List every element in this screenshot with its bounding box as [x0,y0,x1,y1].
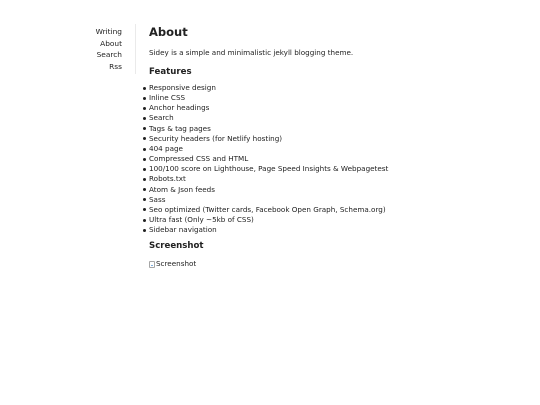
feature-item: Inline CSS [149,93,529,103]
feature-item: Search [149,113,529,123]
sidebar-nav [60,26,122,72]
feature-item: Robots.txt [149,174,529,184]
page-title: About [149,25,188,39]
feature-item: Compressed CSS and HTML [149,154,529,164]
main-content [149,22,529,269]
feature-item: Security headers (for Netlify hosting) [149,134,529,144]
feature-item: Responsive design [149,83,529,93]
features-list [149,83,529,235]
features-heading: Features [149,67,192,77]
screenshot-image [149,259,529,269]
nav-link-rss[interactable]: Rss [109,61,122,71]
feature-item: 404 page [149,144,529,154]
sidebar-divider [135,24,136,74]
nav-link-about[interactable]: About [100,38,122,48]
feature-item: 100/100 score on Lighthouse, Page Speed Insights & Webpagetest [149,164,529,174]
feature-item: Ultra fast (Only ~5kb of CSS) [149,215,529,225]
feature-item: Seo optimized (Twitter cards, Facebook Open Graph, Schema.org) [149,205,529,215]
screenshot-alt-text: Screenshot [156,259,197,269]
feature-item: Atom & Json feeds [149,185,529,195]
feature-item: Tags & tag pages [149,124,529,134]
nav-link-search[interactable]: Search [96,50,122,59]
feature-item: Anchor headings [149,103,529,113]
broken-image-icon [149,261,155,268]
feature-item: Sass [149,195,529,205]
feature-item: Sidebar navigation [149,225,529,235]
nav-link-writing[interactable]: Writing [95,27,122,36]
screenshot-heading: Screenshot [149,241,204,252]
intro-text: Sidey is a simple and minimalistic jekyll blogging theme. [149,48,354,57]
